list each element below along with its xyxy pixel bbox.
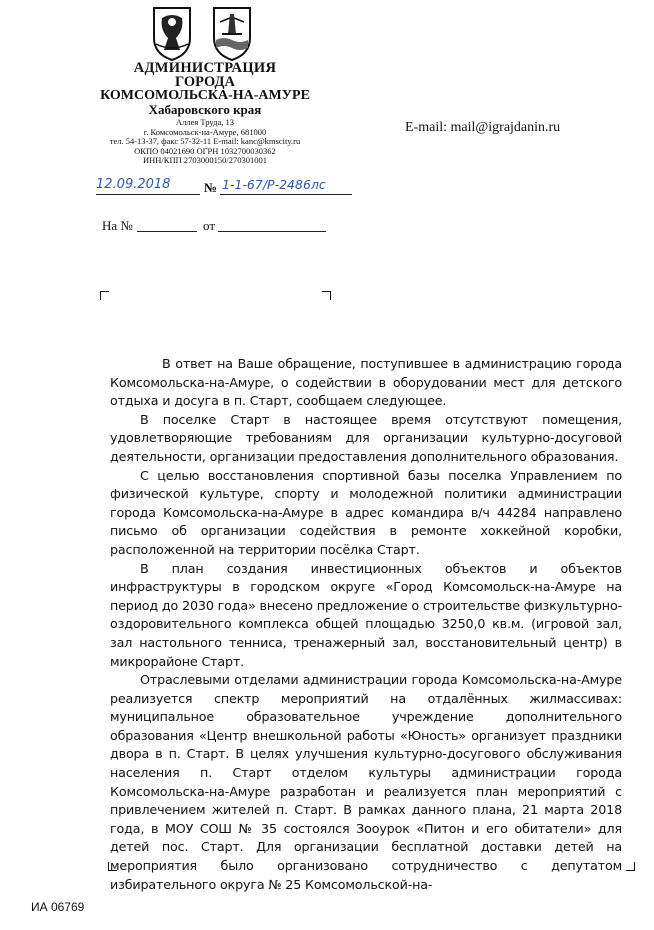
outgoing-date: 12.09.2018	[96, 177, 171, 192]
body-paragraph: В план создания инвестиционных объектов и объектов инфраструктуры в городском округе «Город Комсомольск-на-Амуре на период до 2030 года» внесено предложение о строительстве физкультурно-оздоровительного комплекса общей площадью 3250,0 кв.м. (игровой зал, зал настольного тенниса, тренажерный зал, восстановительный центр) в микрорайоне Старт.	[110, 560, 622, 669]
corner-bracket-bottom-left	[108, 862, 117, 871]
reply-number-field	[137, 231, 197, 232]
date-underline	[96, 194, 200, 195]
body-paragraph: С целью восстановления спортивной базы поселка Управлением по физической культуре, спорту и молодежной политики администрации города Комсомольска-на-Амуре в адрес командира в/ч 44284 направлено письмо об организации содействия в ремонте хоккейной коробки, расположенной на территории посёлка Старт.	[110, 467, 622, 557]
document-id: ИА 06769	[31, 900, 85, 914]
address-line: тел. 54-13-37, факс 57-32-11 E-mail: kanc@kmscity.ru	[109, 136, 301, 147]
number-underline	[220, 194, 352, 195]
address-line: ИНН/КПП 2703000150/270301001	[143, 155, 267, 166]
org-name-line1: АДМИНИСТРАЦИЯ	[133, 60, 277, 76]
reply-date-field	[218, 231, 326, 232]
recipient-email: E-mail: mail@igrajdanin.ru	[405, 120, 561, 135]
letter-body	[110, 355, 622, 894]
address-line: Аллея Труда, 13	[176, 117, 234, 127]
org-name-line3: КОМСОМОЛЬСКА-НА-АМУРЕ	[100, 88, 310, 103]
body-paragraph: Отраслевыми отделами администрации города Комсомольска-на-Амуре реализуется спектр мероприятий на отдалённых жилмассивах: муниципальное образовательное учреждение дополнительного образования «Центр внешкольной работы «Юность» организует праздники двора в п. Старт. В целях улучшения культурно-досугового обслуживания населения п. Старт отделом культуры администрации города Комсомольска-на-Амуре разработан и реализуется план мероприятий с привлечением жителей п. Старт. В рамках данного плана, 21 марта 2018 года, в МОУ СОШ № 35 состоялся Зооурок «Питон и его обитатели» для детей пос. Старт. Для организации бесплатной доставки детей на мероприятия было организовано сотрудничество с депутатом избирательного округа № 25 Комсомольской-на-	[110, 672, 622, 892]
address-line: ОКПО 04021690 ОГРН 1032700030362	[134, 145, 276, 156]
corner-bracket-bottom-right	[626, 862, 635, 871]
reply-date-label: от	[203, 218, 216, 233]
org-address-block	[60, 118, 350, 166]
address-line: г. Комсомольск-на-Амуре, 681000	[143, 126, 267, 137]
outgoing-number: 1-1-67/Р-2486лс	[222, 177, 326, 192]
corner-bracket-top-left	[100, 291, 109, 300]
corner-bracket-top-right	[322, 291, 331, 300]
khabarovsk-krai-emblem-icon	[150, 4, 194, 62]
body-paragraph: В ответ на Ваше обращение, поступившее в администрацию города Комсомольска-на-Амуре, о содействии в оборудовании мест для детского отдыха и досуга в п. Старт, сообщаем следующее.	[110, 356, 622, 409]
body-paragraph: В поселке Старт в настоящее время отсутствуют помещения, удовлетворяющие требованиям для организации культурно-досуговой деятельности, организации предоставления дополнительного образования.	[110, 411, 622, 464]
org-name-line2: ГОРОДА	[175, 74, 235, 90]
komsomolsk-city-emblem-icon	[210, 4, 254, 62]
reply-number-label: На №	[102, 218, 133, 233]
number-label: №	[204, 180, 218, 195]
org-region: Хабаровского края	[148, 102, 262, 117]
